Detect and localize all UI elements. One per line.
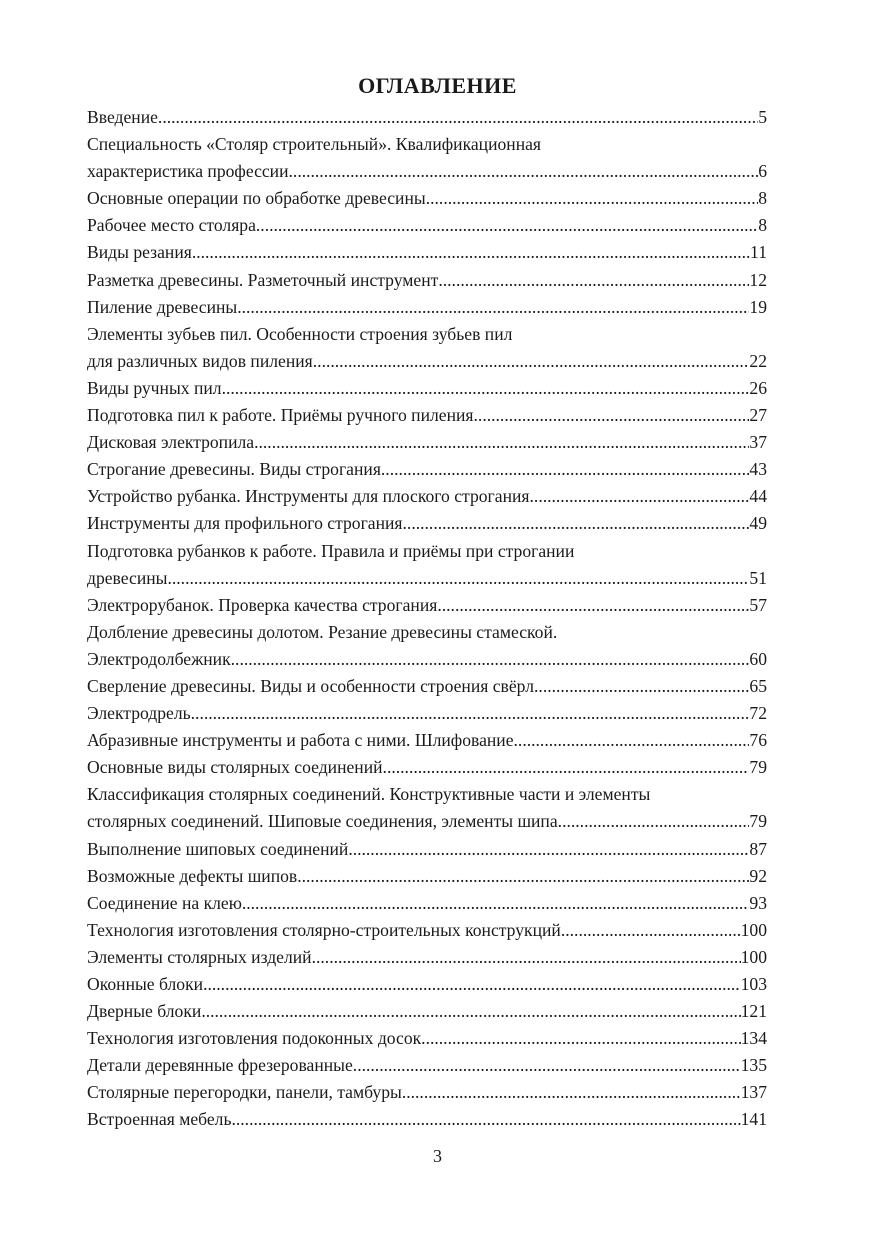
toc-leader-dots [426,185,758,212]
toc-entry-title: Специальность «Столяр строительный». Квалификационная [87,134,542,155]
toc-leader-dots [256,212,758,239]
toc-entry-title: Долбление древесины долотом. Резание древесины стамеской. [87,621,558,642]
toc-entry-title: древесины [87,567,168,588]
toc-entry [87,456,767,483]
toc-entry-page: 100 [740,946,767,967]
toc-entry-page: 22 [749,350,767,371]
toc-entry-line [87,510,767,537]
toc-entry-line [87,565,767,592]
toc-entry-line [87,700,767,727]
toc-entry-line [87,1079,767,1106]
toc-leader-dots [312,944,741,971]
toc-entry [87,104,767,131]
toc-entry-page: 134 [740,1028,767,1049]
toc-leader-dots [353,1052,741,1079]
toc-entry-title: Виды ручных пил [87,377,222,398]
toc-leader-dots [561,917,741,944]
toc-entry [87,971,767,998]
toc-leader-dots [402,1079,741,1106]
toc-entry-page: 79 [749,811,767,832]
toc-entry-line [87,429,767,456]
toc-entry-title: Электрорубанок. Проверка качества строгания [87,594,438,615]
toc-entry-line [87,158,767,185]
toc-entry-line [87,1025,767,1052]
toc-leader-dots [201,998,740,1025]
toc-entry-title: Элементы столярных изделий [87,946,312,967]
toc-entry-line [87,754,767,781]
toc-entry [87,483,767,510]
toc-entry [87,836,767,863]
toc-entry [87,402,767,429]
toc-entry-title: характеристика профессии [87,161,289,182]
toc-entry-line [87,917,767,944]
toc-entry-line [87,321,767,348]
toc-entry [87,131,767,185]
toc-entry-title: Дисковая электропила [87,432,255,453]
toc-leader-dots [167,565,749,592]
toc-entry-title: Устройство рубанка. Инструменты для плоского строгания [87,486,530,507]
toc-entry [87,375,767,402]
toc-entry-title: Элементы зубьев пил. Особенности строения зубьев пил [87,323,513,344]
toc-entry [87,185,767,212]
toc-entry [87,998,767,1025]
toc-entry-line [87,971,767,998]
toc-entry-line [87,348,767,375]
toc-entry [87,890,767,917]
toc-leader-dots [558,808,750,835]
toc-entry-page: 37 [749,432,767,453]
toc-entry-title: Подготовка рубанков к работе. Правила и приёмы при строгании [87,540,575,561]
toc-leader-dots [437,592,749,619]
toc-entry-page: 44 [749,486,767,507]
toc-entry-line [87,673,767,700]
toc-entry [87,917,767,944]
toc-entry-title: для различных видов пиления [87,350,313,371]
toc-leader-dots [231,1106,740,1133]
toc-entry [87,239,767,266]
toc-entry-title: Электродолбежник [87,648,231,669]
toc-entry-title: Столярные перегородки, панели, тамбуры [87,1082,402,1103]
toc-entry [87,781,767,835]
toc-entry [87,700,767,727]
toc-leader-dots [297,863,749,890]
toc-entry-line [87,104,767,131]
toc-entry [87,321,767,375]
toc-leader-dots [348,836,749,863]
toc-entry [87,1079,767,1106]
toc-entry-page: 57 [749,594,767,615]
toc-entry-line [87,294,767,321]
toc-entry-title: Детали деревянные фрезерованные [87,1055,353,1076]
toc-leader-dots [242,890,750,917]
toc-entry-page: 12 [749,269,767,290]
toc-entry-line [87,781,767,808]
toc-entry-line [87,267,767,294]
toc-entry-title: Основные виды столярных соединений [87,757,383,778]
toc-leader-dots [381,456,750,483]
toc-entry-page: 26 [749,377,767,398]
page-number: 3 [433,1146,442,1166]
toc-entry-page: 6 [758,161,767,182]
toc-entry-page: 43 [749,459,767,480]
toc-entry-page: 49 [749,513,767,534]
toc-entry-title: Пиление древесины [87,296,238,317]
toc-entry-title: Дверные блоки [87,1001,202,1022]
toc-entry-page: 141 [740,1109,767,1130]
toc-entry [87,863,767,890]
toc-leader-dots [530,483,750,510]
toc-leader-dots [474,402,750,429]
toc-entry-title: Технология изготовления подоконных досок [87,1028,422,1049]
toc-leader-dots [514,727,750,754]
toc-entry [87,592,767,619]
toc-entry [87,294,767,321]
toc-entry-title: Виды резания [87,242,192,263]
toc-entry-line [87,998,767,1025]
toc-entry-title: Выполнение шиповых соединений [87,838,349,859]
toc-entry [87,429,767,456]
toc-entry [87,267,767,294]
toc-entry [87,673,767,700]
toc-entry-title: Оконные блоки [87,974,204,994]
toc-entry-title: Основные операции по обработке древесины [87,188,426,209]
toc-entry-page: 100 [740,919,767,940]
toc-leader-dots [421,1025,740,1052]
toc-entry-title: Абразивные инструменты и работа с ними. Шлифование [87,730,514,751]
toc-leader-dots [231,646,750,673]
toc-entry-line [87,538,767,565]
toc-entry-line [87,890,767,917]
toc-entry-title: Соединение на клею [87,892,242,913]
toc-entry-title: Строгание древесины. Виды строгания [87,459,381,480]
toc-entry-line [87,456,767,483]
toc-entry-page: 8 [758,188,767,209]
toc-entry-page: 60 [749,648,767,669]
toc-entry-line [87,863,767,890]
toc-entry-line [87,483,767,510]
toc-entry-page: 27 [749,405,767,426]
toc-leader-dots [191,700,750,727]
toc-leader-dots [203,971,741,998]
toc-entry-page: 103 [740,974,767,994]
toc-entry-line [87,592,767,619]
toc-entry [87,1106,767,1133]
toc-entry [87,944,767,971]
toc-leader-dots [383,754,750,781]
toc-entry-page: 79 [749,757,767,778]
toc-entry-title: Сверление древесины. Виды и особенности строения свёрл [87,675,535,696]
toc-entry [87,510,767,537]
toc-entry-line [87,1106,767,1133]
toc-entry-title: Разметка древесины. Разметочный инструмент [87,269,439,290]
toc-entry-page: 93 [749,892,767,913]
toc-entry-page: 8 [758,215,767,236]
toc-leader-dots [237,294,749,321]
toc-entry-title: Технология изготовления столярно-строительных конструкций [87,919,561,940]
toc-leader-dots [438,267,749,294]
toc-entry [87,619,767,673]
toc-entry [87,754,767,781]
toc-entry [87,538,767,592]
toc-leader-dots [222,375,750,402]
toc-leader-dots [289,158,759,185]
toc-entry-page: 137 [740,1082,767,1103]
toc-leader-dots [534,673,749,700]
toc-entry-line [87,808,767,835]
toc-entry [87,1025,767,1052]
toc-entry-page: 51 [749,567,767,588]
toc-entry-title: Электродрель [87,703,191,724]
toc-entry-page: 76 [749,730,767,751]
toc-entry-line [87,619,767,646]
toc-entry-page: 11 [750,242,767,263]
toc-entry-title: Введение [87,107,158,127]
toc-entry-page: 5 [758,107,767,127]
toc-entry-line [87,727,767,754]
toc-entry [87,212,767,239]
toc-entry-line [87,1052,767,1079]
toc-entry-line [87,239,767,266]
toc-entry-title: столярных соединений. Шиповые соединения, элементы шипа [87,811,558,832]
toc-entry-line [87,836,767,863]
toc-entry-line [87,402,767,429]
toc-leader-dots [254,429,749,456]
toc-title: ОГЛАВЛЕНИЕ [358,73,517,98]
toc-entry-line [87,944,767,971]
toc-entry-page: 121 [740,1001,767,1022]
toc-entry-page: 135 [740,1055,767,1076]
toc-entry-line [87,185,767,212]
toc-entry-line [87,212,767,239]
toc-leader-dots [403,510,750,537]
toc-entry-line [87,646,767,673]
toc-list [87,104,767,1134]
toc-entry-title: Инструменты для профильного строгания [87,513,403,534]
toc-entry-page: 72 [749,703,767,724]
toc-entry-page: 19 [749,296,767,317]
toc-leader-dots [192,239,750,266]
toc-entry-line [87,131,767,158]
toc-entry-title: Возможные дефекты шипов [87,865,298,886]
toc-entry-title: Классификация столярных соединений. Конструктивные части и элементы [87,784,651,805]
toc-entry-page: 65 [749,675,767,696]
toc-entry-title: Подготовка пил к работе. Приёмы ручного пиления [87,405,474,426]
toc-entry-page: 87 [749,838,767,859]
toc-entry-title: Встроенная мебель [87,1109,232,1130]
toc-entry [87,727,767,754]
toc-entry-title: Рабочее место столяра [87,215,256,236]
toc-entry-line [87,375,767,402]
toc-entry [87,1052,767,1079]
toc-entry-page: 92 [749,865,767,886]
toc-leader-dots [158,104,758,131]
toc-leader-dots [313,348,750,375]
